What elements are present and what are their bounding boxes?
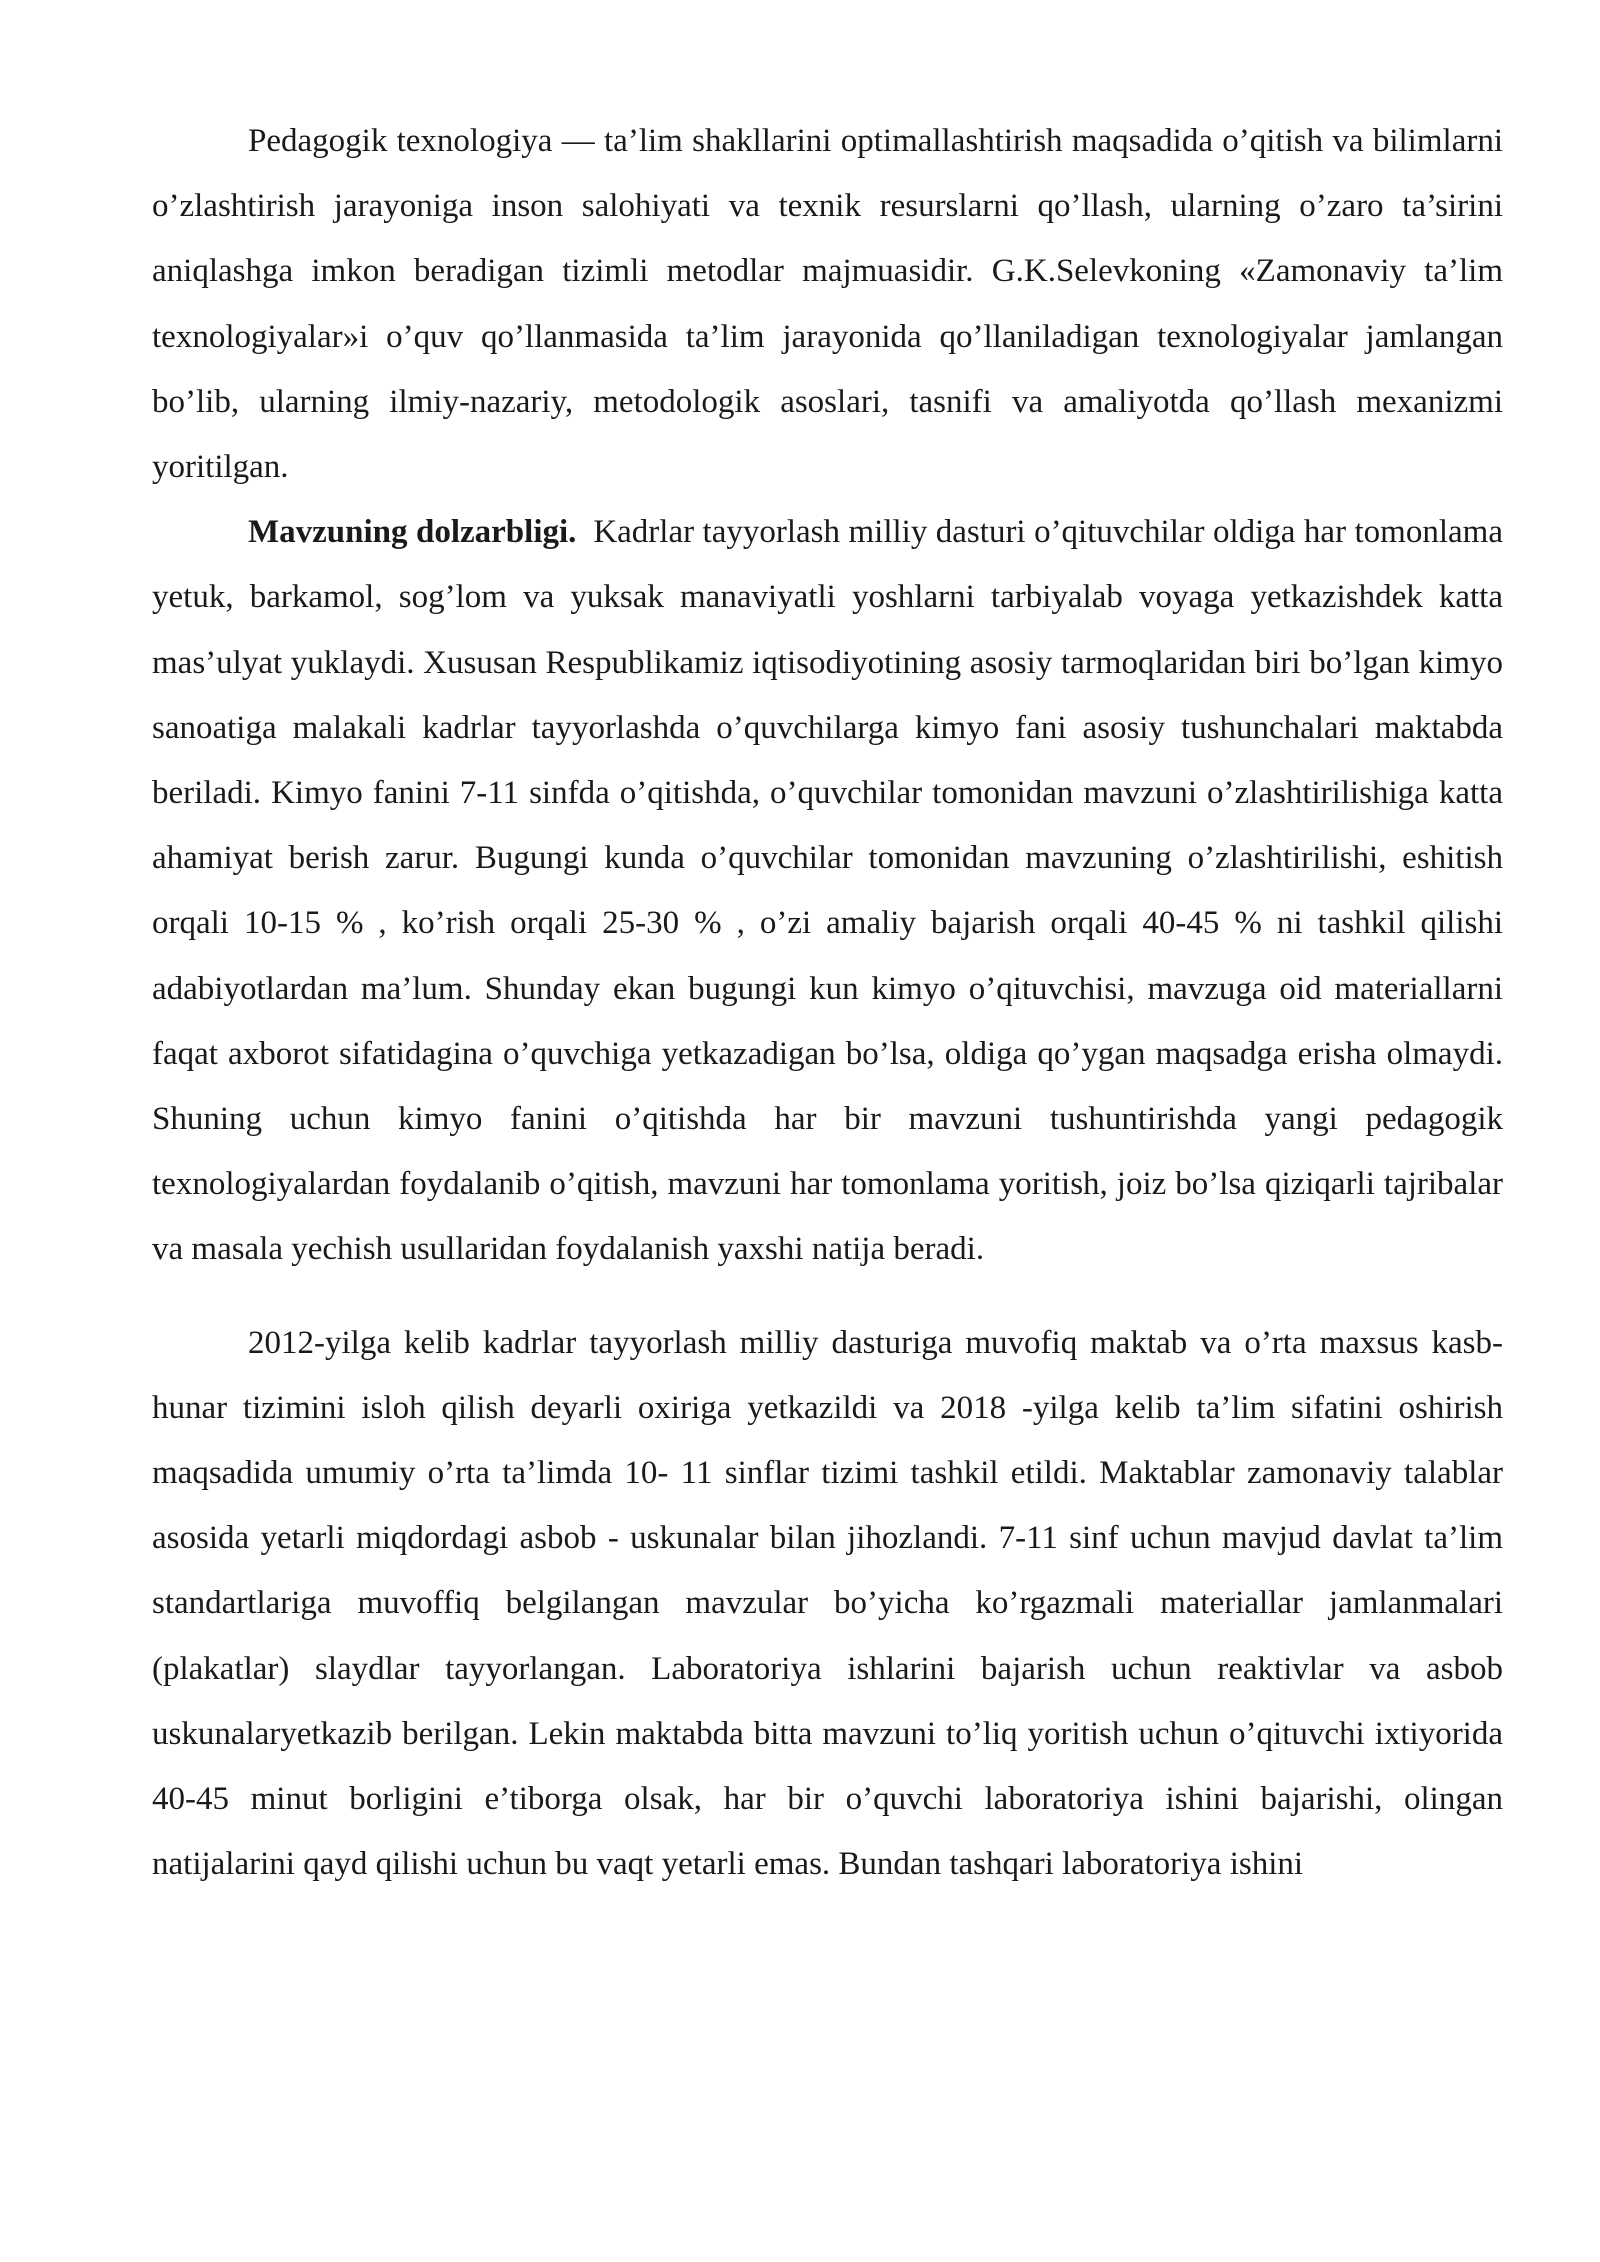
paragraph-text: Kadrlar tayyorlash milliy dasturi o’qituvchilar oldiga har tomonlama yetuk, barkamol, sog’lom va yuksak manaviyatli yoshlarni tarbiyalab voyaga yetkazishdek katta mas’ulyat yuklaydi. Xususan Respublikamiz iqtisodiyotining asosiy tarmoqlaridan biri bo’lgan kimyo sanoatiga malakali kadrlar tayyorlashda o’quvchilarga kimyo fani asosiy tushunchalari maktabda beriladi. Kimyo fanini 7-11 sinfda o’qitishda, o’quvchilar tomonidan mavzuni o’zlashtirilishiga katta ahamiyat berish zarur. Bugungi kunda o’quvchilar tomonidan mavzuning o’zlashtirilishi, eshitish orqali 10-15 % , ko’rish orqali 25-30 % , o’zi amaliy bajarish orqali 40-45 % ni tashkil qilishi adabiyotlardan ma’lum. Shunday ekan bugungi kun kimyo o’qituvchisi, mavzuga oid materiallarni faqat axborot sifatidagina o’quvchiga yetkazadigan bo’lsa, oldiga qo’ygan maqsadga erisha olmaydi. Shuning uchun kimyo fanini o’qitishda har bir mavzuni tushuntirishda yangi pedagogik texnologiyalardan foydalanib o’qitish, mavzuni har tomonlama yoritish, joiz bo’lsa qiziqarli tajribalar va masala yechish usullaridan foydalanish yaxshi natija beradi. (152, 514, 1503, 1268)
paragraph-text: Pedagogik texnologiya — ta’lim shakllarini optimallashtirish maqsadida o’qitish va bilimlarni o’zlashtirish jarayoniga inson salohiyati va texnik resurslarni qo’llash, ularning o’zaro ta’sirini aniqlashga imkon beradigan tizimli metodlar majmuasidir. G.K.Selevkoning «Zamonaviy ta’lim texnologiyalar»i o’quv qo’llanmasida ta’lim jarayonida qo’llaniladigan texnologiyalar jamlangan bo’lib, ularning ilmiy-nazariy, metodologik asoslari, tasnifi va amaliyotda qo’llash mexanizmi yoritilgan. (152, 123, 1503, 486)
section-heading: Mavzuning dolzarbligi. (248, 514, 594, 551)
document-body (152, 109, 1503, 1897)
paragraph-2012-yilga (152, 1311, 1503, 1898)
paragraph-text: 2012-yilga kelib kadrlar tayyorlash milliy dasturiga muvofiq maktab va o’rta maxsus kasb-hunar tizimini isloh qilish deyarli oxiriga yetkazildi va 2018 -yilga kelib ta’lim sifatini oshirish maqsadida umumiy o’rta ta’limda 10- 11 sinflar tizimi tashkil etildi. Maktablar zamonaviy talablar asosida yetarli miqdordagi asbob - uskunalar bilan jihozlandi. 7-11 sinf uchun mavjud davlat ta’lim standartlariga muvoffiq belgilangan mavzular bo’yicha ko’rgazmali materiallar jamlanmalari (plakatlar) slaydlar tayyorlangan. Laboratoriya ishlarini bajarish uchun reaktivlar va asbob uskunalaryetkazib berilgan. Lekin maktabda bitta mavzuni to’liq yoritish uchun o’qituvchi ixtiyorida 40-45 minut borligini e’tiborga olsak, har bir o’quvchi laboratoriya ishini bajarishi, olingan natijalarini qayd qilishi uchun bu vaqt yetarli emas. Bundan tashqari laboratoriya ishini (152, 1324, 1503, 1883)
paragraph-mavzuning-dolzarbligi (152, 500, 1503, 1282)
paragraph-pedagogik-texnologiya (152, 109, 1503, 500)
